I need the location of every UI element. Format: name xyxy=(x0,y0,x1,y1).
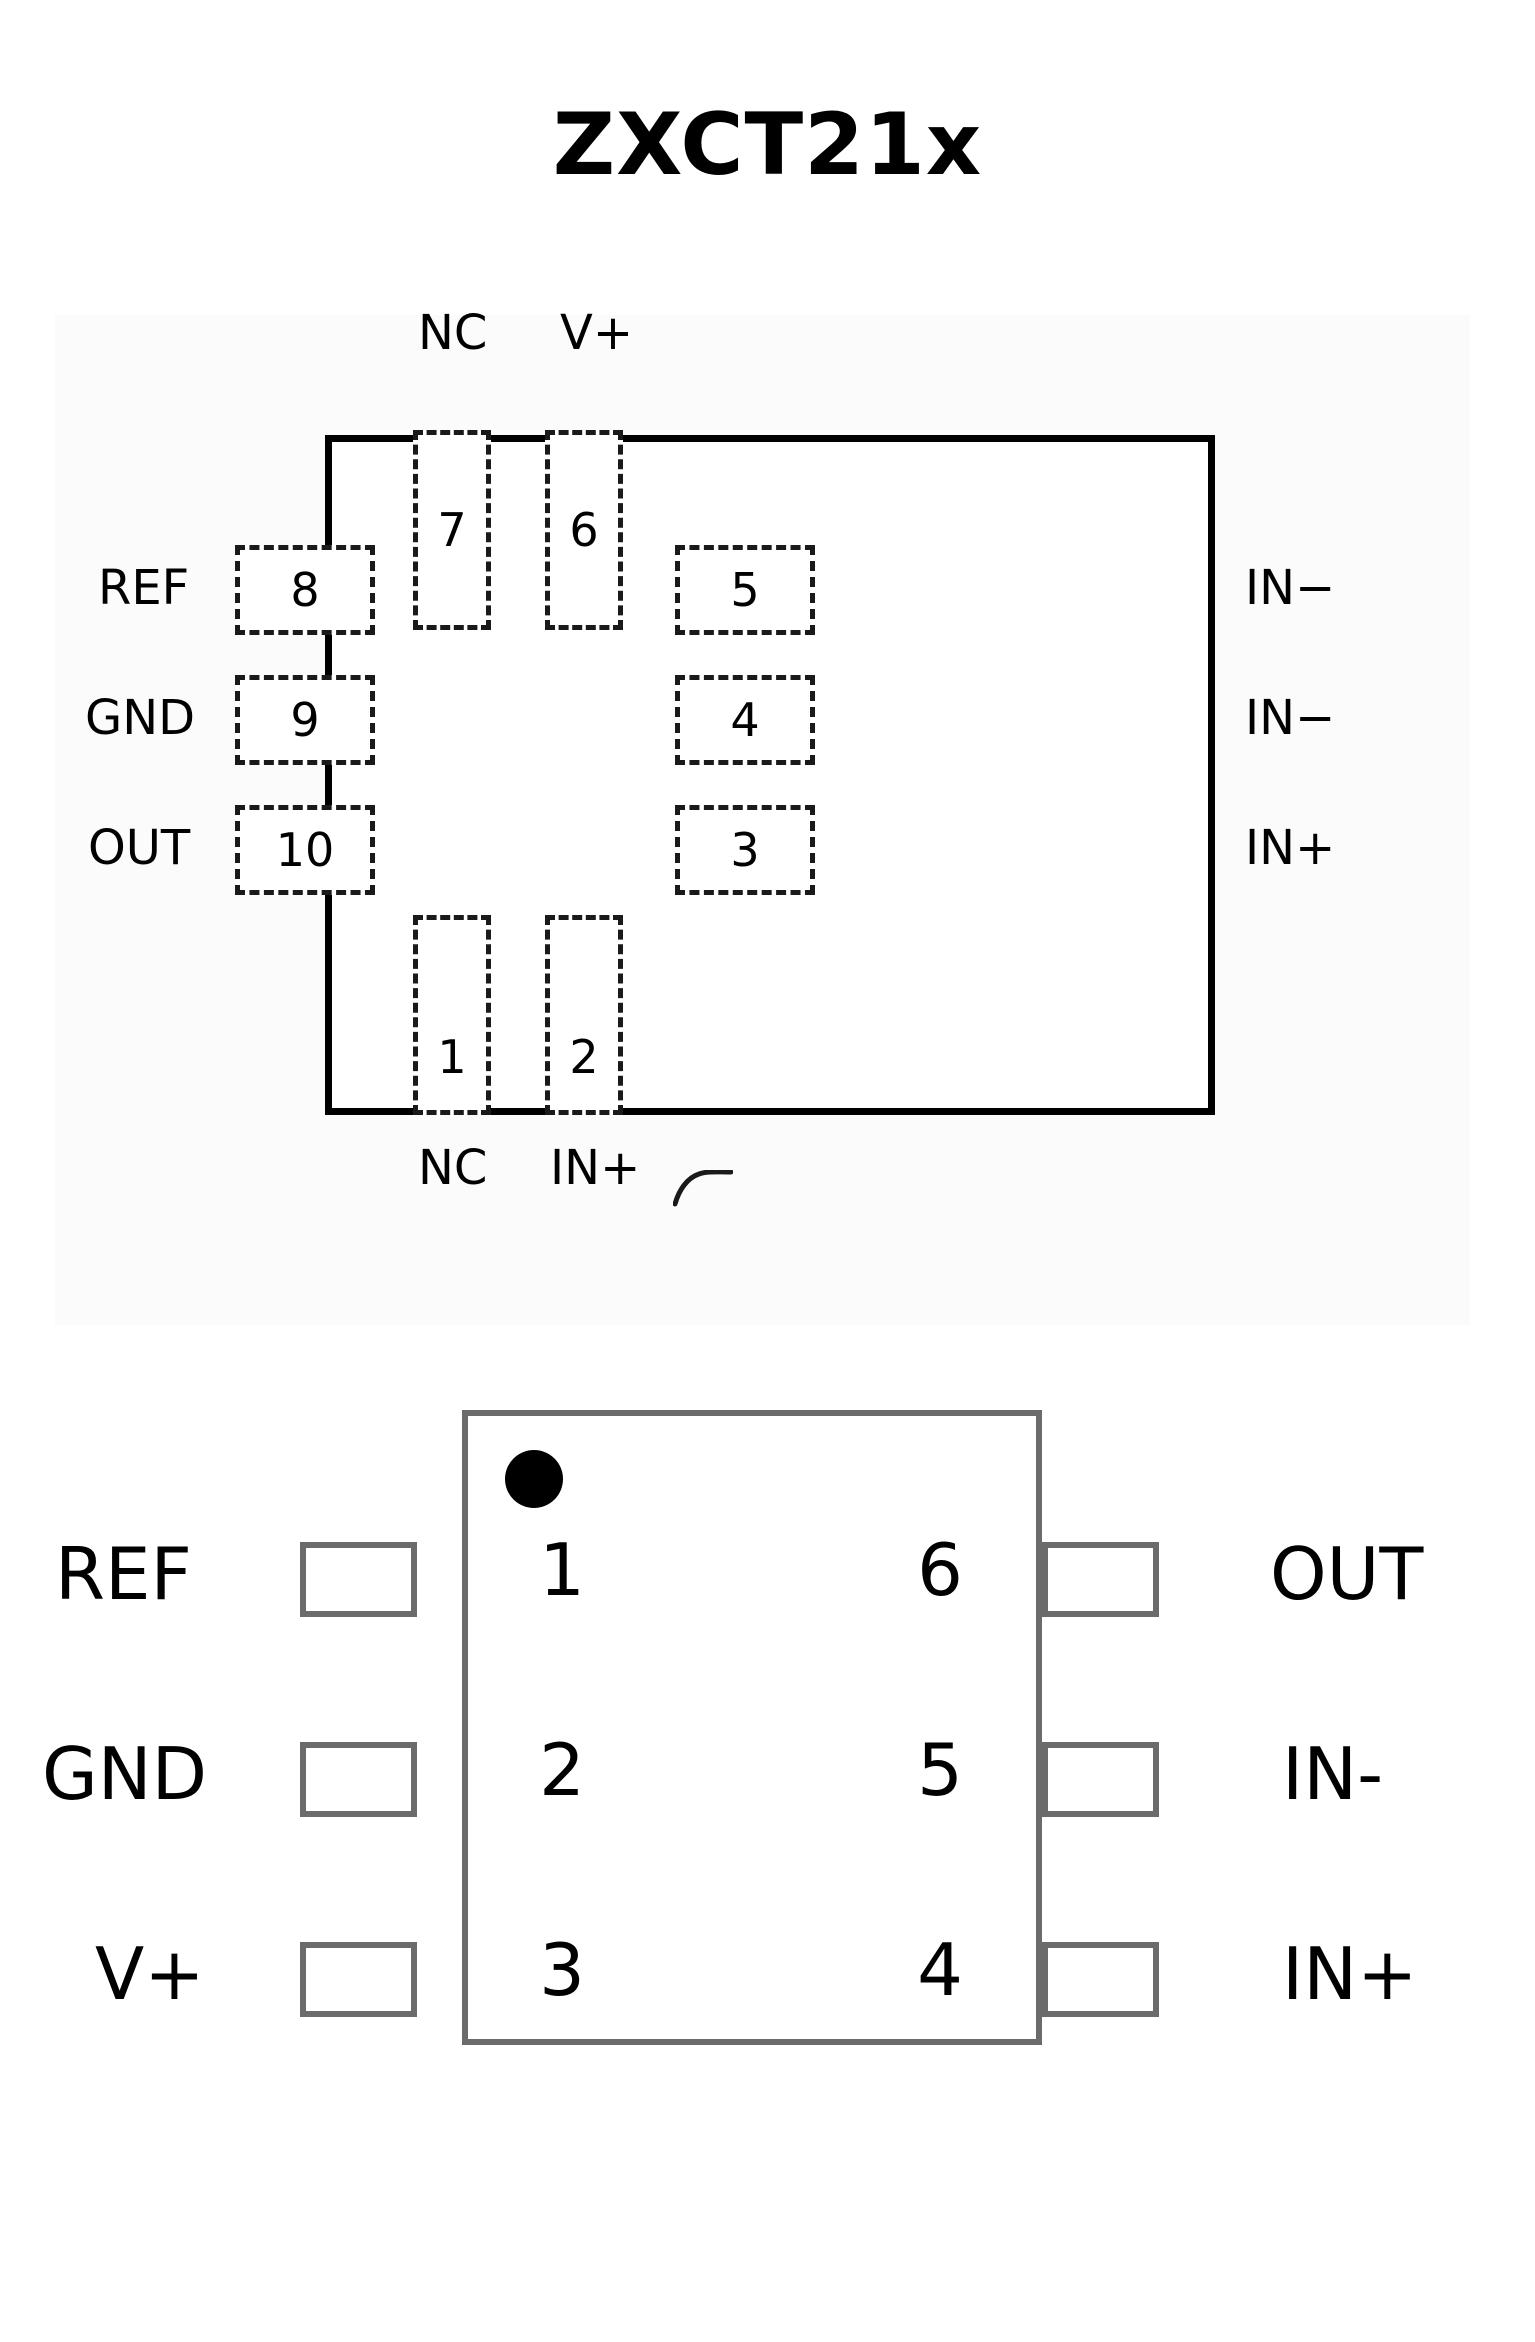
pad-8-number: 8 xyxy=(290,563,320,617)
lead-1 xyxy=(300,1542,417,1617)
pad-3 xyxy=(675,805,815,895)
pin-number-3: 3 xyxy=(539,1928,585,2012)
lead-4 xyxy=(1042,1942,1159,2017)
lead-6 xyxy=(1042,1542,1159,1617)
pin-label-top-nc: NC xyxy=(418,305,488,361)
pad-3-number: 3 xyxy=(730,823,760,877)
pin-number-4: 4 xyxy=(917,1928,963,2012)
package-diagram-sot23-6 xyxy=(0,1360,1535,2260)
pad-1 xyxy=(413,915,491,1115)
pin-label-sot-ref: REF xyxy=(55,1532,192,1616)
pad-5-number: 5 xyxy=(730,563,760,617)
pin1-marker-dot-icon xyxy=(505,1450,563,1508)
pin-label-right-in-minus-4: IN− xyxy=(1245,690,1336,746)
pin-label-sot-in-plus: IN+ xyxy=(1282,1932,1418,2016)
pad-4 xyxy=(675,675,815,765)
pad-10-number: 10 xyxy=(275,823,335,877)
pad-7 xyxy=(413,430,491,630)
pin-label-left-ref: REF xyxy=(98,560,190,616)
pin-label-bottom-in-plus: IN+ xyxy=(550,1140,641,1196)
pad-8 xyxy=(235,545,375,635)
pin-label-right-in-minus-5: IN− xyxy=(1245,560,1336,616)
pin-label-bottom-nc: NC xyxy=(418,1140,488,1196)
pin-number-6: 6 xyxy=(917,1528,963,1612)
pin-label-sot-gnd: GND xyxy=(42,1732,208,1816)
page-title: ZXCT21x xyxy=(552,95,983,195)
pin-label-sot-out: OUT xyxy=(1270,1532,1424,1616)
pin-number-5: 5 xyxy=(917,1728,963,1812)
pad-10 xyxy=(235,805,375,895)
pin1-notch-icon xyxy=(673,1170,733,1210)
pad-4-number: 4 xyxy=(730,693,760,747)
pin-number-2: 2 xyxy=(539,1728,585,1812)
pad-1-number: 1 xyxy=(437,1030,467,1084)
pad-2 xyxy=(545,915,623,1115)
pin-label-sot-in-minus: IN- xyxy=(1282,1732,1384,1816)
pad-7-number: 7 xyxy=(437,503,467,557)
lead-5 xyxy=(1042,1742,1159,1817)
pin-label-sot-vplus: V+ xyxy=(95,1932,205,2016)
pad-5 xyxy=(675,545,815,635)
pad-9 xyxy=(235,675,375,765)
pad-2-number: 2 xyxy=(569,1030,599,1084)
lead-3 xyxy=(300,1942,417,2017)
pin-label-left-out: OUT xyxy=(88,820,191,876)
pad-9-number: 9 xyxy=(290,693,320,747)
pin-number-1: 1 xyxy=(539,1528,585,1612)
pin-label-right-in-plus-3: IN+ xyxy=(1245,820,1336,876)
pad-6-number: 6 xyxy=(569,503,599,557)
pad-6 xyxy=(545,430,623,630)
pin-label-top-vplus: V+ xyxy=(560,305,634,361)
package-diagram-dfn10 xyxy=(55,305,1470,1325)
lead-2 xyxy=(300,1742,417,1817)
pin-label-left-gnd: GND xyxy=(85,690,196,746)
